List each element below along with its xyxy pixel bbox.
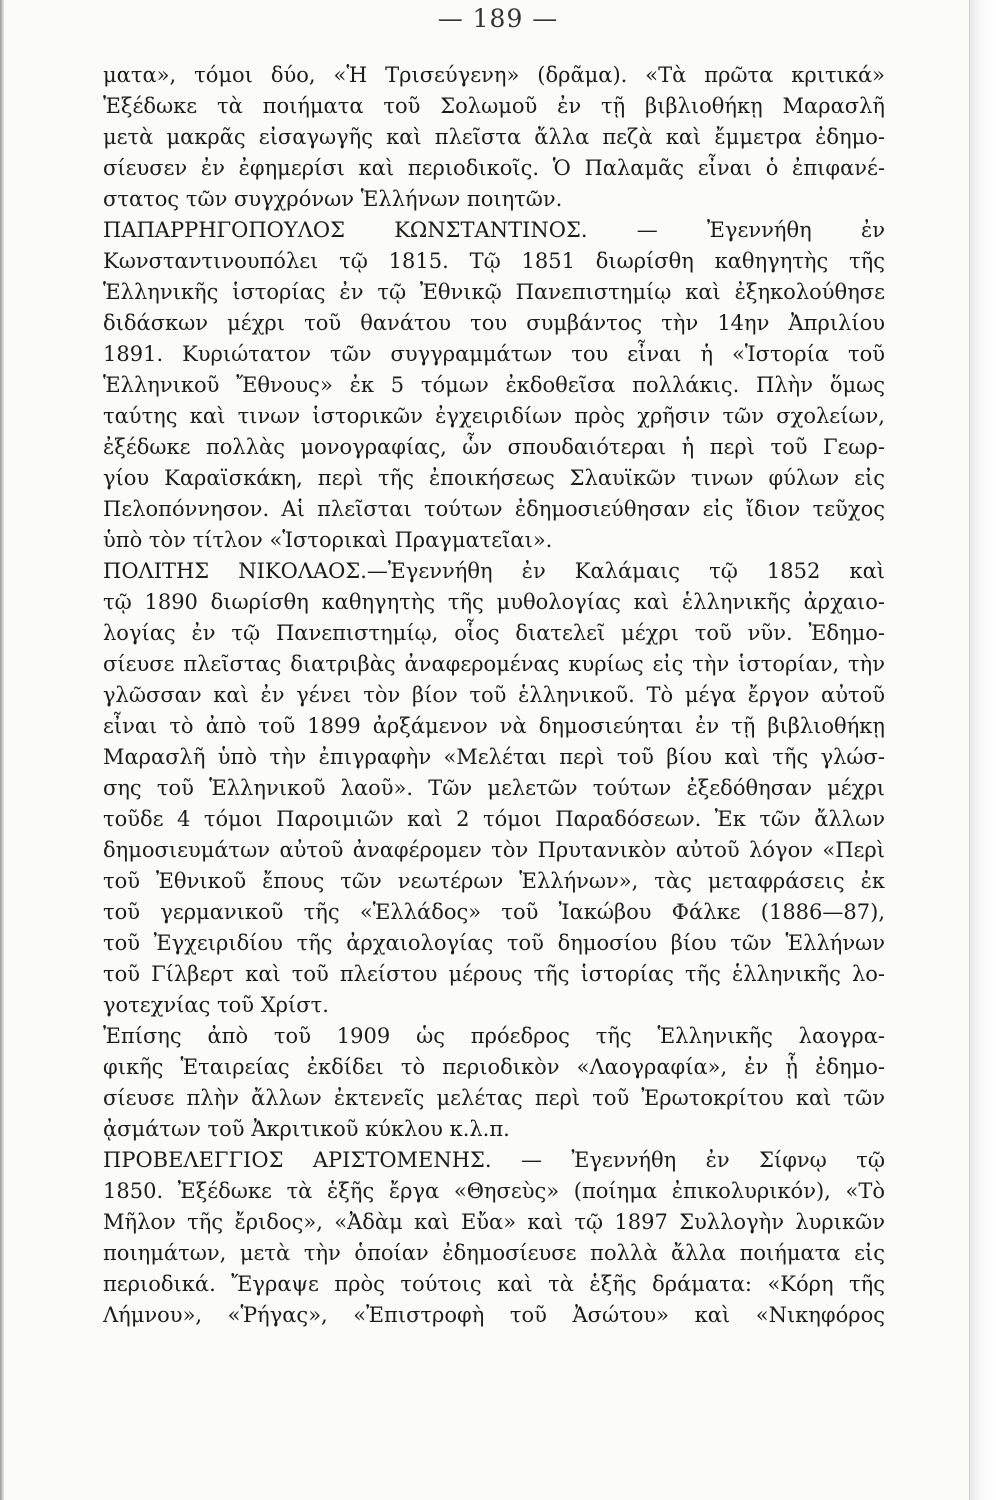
text-line: Ἑλληνικῆς ἱστορίας ἐν τῷ Ἐθνικῷ Πανεπιστημίῳ καὶ ἐξηκολούθησε bbox=[103, 280, 885, 304]
text-line: Πελοπόννησον. Αἱ πλεῖσται τούτων ἐδημοσιεύθησαν εἰς ἴδιον τεῦχος bbox=[103, 497, 885, 521]
text-line: 1850. Ἐξέδωκε τὰ ἑξῆς ἔργα «Θησεὺς» (ποίημα ἐπικολυρικόν), «Τὸ bbox=[103, 1179, 885, 1203]
text-line: τοῦ Ἐθνικοῦ ἔπους τῶν νεωτέρων Ἑλλήνων», τὰς μεταφράσεις ἐκ bbox=[103, 869, 885, 893]
text-line: στατος τῶν συγχρόνων Ἑλλήνων ποιητῶν. bbox=[103, 187, 563, 211]
text-line: σίευσεν ἐν ἐφημερίσι καὶ περιοδικοῖς. Ὁ Παλαμᾶς εἶναι ὁ ἐπιφανέ- bbox=[103, 156, 885, 180]
text-line: Μαρασλῆ ὑπὸ τὴν ἐπιγραφὴν «Μελέται περὶ τοῦ βίου καὶ τῆς γλώσ- bbox=[103, 745, 885, 769]
text-line: εἶναι τὸ ἀπὸ τοῦ 1899 ἀρξάμενον νὰ δημοσιεύηται ἐν τῇ βιβλιοθήκῃ bbox=[103, 714, 885, 738]
text-line: ὑπὸ τὸν τίτλον «Ἱστορικαὶ Πραγματεῖαι». bbox=[103, 528, 553, 552]
page-right-edge bbox=[969, 0, 996, 1500]
text-line: ΠΑΠΑΡΡΗΓΟΠΟΥΛΟΣ ΚΩΝΣΤΑΝΤΙΝΟΣ. — Ἐγεννήθη ἐν bbox=[103, 218, 885, 242]
text-line: γλῶσσαν καὶ ἐν γένει τὸν βίον τοῦ ἑλληνικοῦ. Τὸ μέγα ἔργον αὐτοῦ bbox=[103, 683, 885, 707]
text-line: Ἑλληνικοῦ Ἔθνους» ἐκ 5 τόμων ἐκδοθεῖσα πολλάκις. Πλὴν ὅμως bbox=[103, 373, 885, 397]
text-line: τοῦ Ἐγχειριδίου τῆς ἀρχαιολογίας τοῦ δημοσίου βίου τῶν Ἑλλήνων bbox=[103, 931, 885, 955]
text-line: Μῆλον τῆς ἔριδος», «Ἀδὰμ καὶ Εὔα» καὶ τῷ 1897 Συλλογὴν λυρικῶν bbox=[103, 1210, 885, 1234]
text-line: σίευσε πλεῖστας διατριβὰς ἀναφερομένας κυρίως εἰς τὴν ἱστορίαν, τὴν bbox=[103, 652, 885, 676]
text-line: ᾀσμάτων τοῦ Ἀκριτικοῦ κύκλου κ.λ.π. bbox=[103, 1117, 510, 1141]
text-line: φικῆς Ἑταιρείας ἐκδίδει τὸ περιοδικὸν «Λαογραφία», ἐν ᾗ ἐδημο- bbox=[103, 1055, 885, 1079]
text-line: ποιημάτων, μετὰ τὴν ὁποίαν ἐδημοσίευσε πολλὰ ἄλλα ποιήματα εἰς bbox=[103, 1241, 885, 1265]
text-line: Λήμνου», «Ῥήγας», «Ἐπιστροφὴ τοῦ Ἀσώτου» καὶ «Νικηφόρος bbox=[103, 1303, 885, 1327]
text-line: περιοδικά. Ἔγραψε πρὸς τούτοις καὶ τὰ ἑξῆς δράματα: «Κόρη τῆς bbox=[103, 1272, 885, 1296]
text-line: διδάσκων μέχρι τοῦ θανάτου του συμβάντος τὴν 14ην Ἀπριλίου bbox=[103, 311, 885, 335]
text-line: Κωνσταντινουπόλει τῷ 1815. Τῷ 1851 διωρίσθη καθηγητὴς τῆς bbox=[103, 249, 885, 273]
text-body bbox=[103, 60, 885, 1331]
text-line: τοῦδε 4 τόμοι Παροιμιῶν καὶ 2 τόμοι Παραδόσεων. Ἐκ τῶν ἄλλων bbox=[103, 807, 885, 831]
text-line: δημοσιευμάτων αὐτοῦ ἀναφέρομεν τὸν Πρυτανικὸν αὐτοῦ λόγον «Περὶ bbox=[103, 838, 885, 862]
page-left-edge bbox=[0, 0, 4, 1500]
text-line: ματα», τόμοι δύο, «Ἡ Τρισεύγενη» (δρᾶμα). «Τὰ πρῶτα κριτικά» bbox=[103, 63, 885, 87]
text-line: Ἐπίσης ἀπὸ τοῦ 1909 ὡς πρόεδρος τῆς Ἑλληνικῆς λαογρα- bbox=[103, 1024, 885, 1048]
text-line: ΠΟΛΙΤΗΣ ΝΙΚΟΛΑΟΣ.—Ἐγεννήθη ἐν Καλάμαις τῷ 1852 καὶ bbox=[103, 559, 885, 583]
text-line: τοῦ γερμανικοῦ τῆς «Ἑλλάδος» τοῦ Ἰακώβου Φάλκε (1886—87), bbox=[103, 900, 885, 924]
text-line: 1891. Κυριώτατον τῶν συγγραμμάτων του εἶναι ἡ «Ἱστορία τοῦ bbox=[103, 342, 885, 366]
text-line: σίευσε πλὴν ἄλλων ἐκτενεῖς μελέτας περὶ τοῦ Ἐρωτοκρίτου καὶ τῶν bbox=[103, 1086, 885, 1110]
text-line: γίου Καραϊσκάκη, περὶ τῆς ἐποικήσεως Σλαυϊκῶν τινων φύλων εἰς bbox=[103, 466, 885, 490]
text-line: Ἐξέδωκε τὰ ποιήματα τοῦ Σολωμοῦ ἐν τῇ βιβλιοθήκῃ Μαρασλῆ bbox=[103, 94, 885, 118]
text-line: σης τοῦ Ἑλληνικοῦ λαοῦ». Τῶν μελετῶν τούτων ἐξεδόθησαν μέχρι bbox=[103, 776, 885, 800]
text-line: λογίας ἐν τῷ Πανεπιστημίῳ, οἷος διατελεῖ μέχρι τοῦ νῦν. Ἐδημο- bbox=[103, 621, 885, 645]
text-line: ΠΡΟΒΕΛΕΓΓΙΟΣ ΑΡΙΣΤΟΜΕΝΗΣ. — Ἐγεννήθη ἐν Σίφνῳ τῷ bbox=[103, 1148, 885, 1172]
page-number: — 189 — bbox=[437, 4, 559, 33]
text-line: μετὰ μακρᾶς εἰσαγωγῆς καὶ πλεῖστα ἄλλα πεζὰ καὶ ἔμμετρα ἐδημο- bbox=[103, 125, 885, 149]
text-line: γοτεχνίας τοῦ Χρίστ. bbox=[103, 993, 329, 1017]
text-line: ταύτης καὶ τινων ἱστορικῶν ἐγχειριδίων πρὸς χρῆσιν τῶν σχολείων, bbox=[103, 404, 885, 428]
text-line: τῷ 1890 διωρίσθη καθηγητὴς τῆς μυθολογίας καὶ ἑλληνικῆς ἀρχαιο- bbox=[103, 590, 885, 614]
text-line: τοῦ Γίλβερτ καὶ τοῦ πλείστου μέρους τῆς ἱστορίας τῆς ἑλληνικῆς λο- bbox=[103, 962, 885, 986]
text-line: ἐξέδωκε πολλὰς μονογραφίας, ὧν σπουδαιότεραι ἡ περὶ τοῦ Γεωρ- bbox=[103, 435, 885, 459]
